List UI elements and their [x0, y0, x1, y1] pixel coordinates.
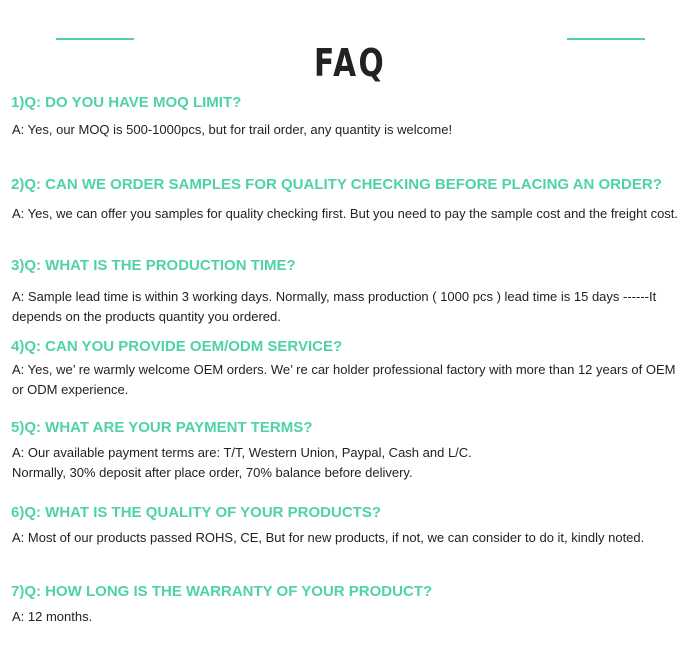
faq-answer-2: A: Yes, we can offer you samples for quality checking first. But you need to pay the sample cost and the freight cost.: [12, 206, 679, 221]
faq-answer-7: A: 12 months.: [12, 609, 93, 624]
faq-answer-4: A: Yes, we’ re warmly welcome OEM orders. We’ re car holder professional factory with more than 12 years of OEM or ODM experience.: [12, 362, 676, 397]
faq-answer-3: A: Sample lead time is within 3 working days. Normally, mass production ( 1000 pcs ) lead time is 15 days ------It depends on the products quantity you ordered.: [12, 289, 657, 324]
faq-question-5: 5)Q: WHAT ARE YOUR PAYMENT TERMS?: [11, 419, 313, 436]
faq-question-1: 1)Q: DO YOU HAVE MOQ LIMIT?: [11, 94, 242, 111]
faq-answer-1: A: Yes, our MOQ is 500-1000pcs, but for trail order, any quantity is welcome!: [12, 122, 453, 137]
faq-answer-5: A: Our available payment terms are: T/T, Western Union, Paypal, Cash and L/C. Normally, 30% deposit after place order, 70% balance before delivery.: [12, 445, 472, 480]
faq-question-6: 6)Q: WHAT IS THE QUALITY OF YOUR PRODUCTS?: [11, 504, 382, 521]
faq-question-7: 7)Q: HOW LONG IS THE WARRANTY OF YOUR PRODUCT?: [11, 583, 433, 600]
header-divider-right: [567, 38, 645, 40]
faq-question-2: 2)Q: CAN WE ORDER SAMPLES FOR QUALITY CHECKING BEFORE PLACING AN ORDER?: [11, 176, 662, 193]
page-title: FAQ: [313, 41, 387, 86]
faq-question-4: 4)Q: CAN YOU PROVIDE OEM/ODM SERVICE?: [11, 338, 343, 355]
faq-question-3: 3)Q: WHAT IS THE PRODUCTION TIME?: [11, 257, 296, 274]
faq-answer-6: A: Most of our products passed ROHS, CE, But for new products, if not, we can consider to do it, kindly noted.: [12, 530, 645, 545]
